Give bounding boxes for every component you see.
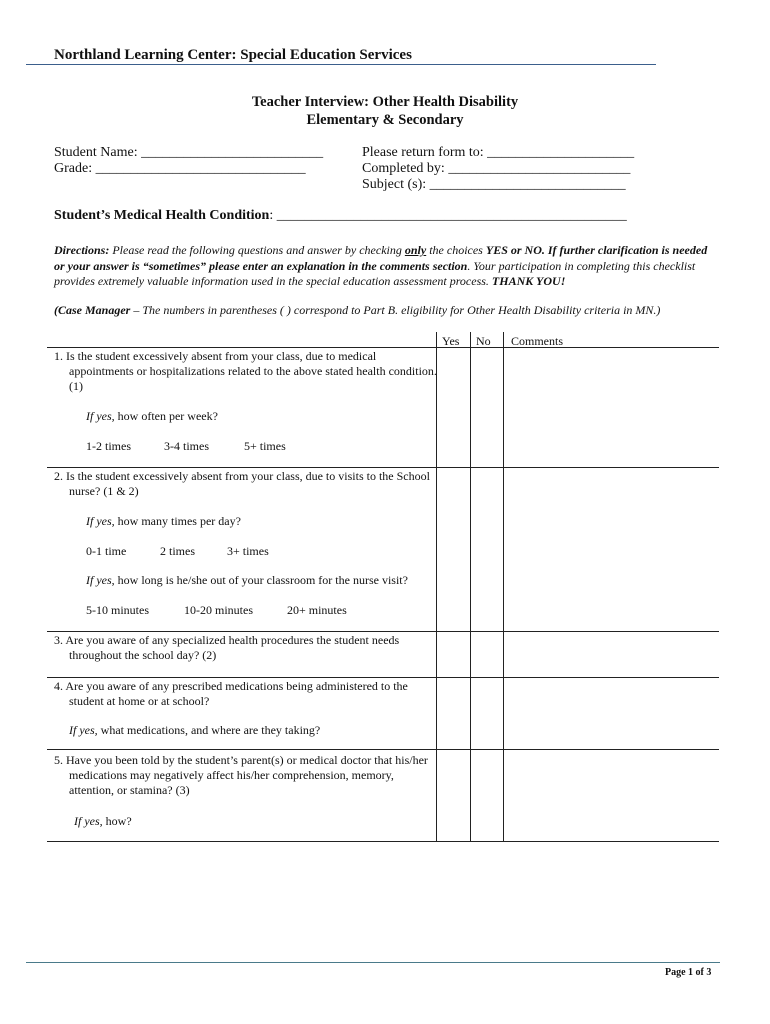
no-column-header: No [476,334,491,348]
footer-rule [26,962,720,963]
followup-text: how many times per day? [114,514,241,528]
medical-condition-field[interactable] [54,208,627,224]
student-name-field[interactable]: Student Name: __________________________ [54,145,324,160]
q2-option-6[interactable]: 20+ minutes [287,603,347,617]
q2-option-2[interactable]: 2 times [160,544,195,558]
question-1-followup [86,409,218,424]
row-rule [47,749,719,750]
directions-text [54,243,719,290]
if-yes-label: If yes, [69,723,98,737]
followup-text: what medications, and where are they taking? [97,723,321,737]
table-bottom-rule [47,841,719,842]
directions-part: Please read the following questions and answer by checking [109,243,405,257]
directions-bold: YES or NO. If further clarification is needed or your answer is “sometimes” please enter an explanation in the comments section [54,243,708,273]
q2-option-3[interactable]: 3+ times [227,544,269,558]
row-rule [47,677,719,678]
question-1: 1. Is the student excessively absent from your class, due to medical appointments or hospitalizations related to the above stated health condition. (1) [54,349,437,393]
case-manager-note [54,303,719,318]
q1-option-2[interactable]: 3-4 times [164,439,209,453]
directions-emphasis: only [404,243,427,257]
grade-field[interactable]: Grade: ______________________________ [54,161,306,176]
q2-option-4[interactable]: 5-10 minutes [86,603,149,617]
question-2-followup-1 [86,514,241,529]
yes-column-header: Yes [442,334,460,348]
question-4: 4. Are you aware of any prescribed medications being administered to the student at home or at school? [54,679,408,708]
table-header-rule [47,347,719,348]
row-rule [47,631,719,632]
subject-field[interactable]: Subject (s): ____________________________ [362,177,626,192]
medical-condition-blank: : __________________________________________________ [269,208,627,223]
case-manager-label: (Case Manager [54,303,131,317]
question-2: 2. Is the student excessively absent from your class, due to visits to the School nurse? (1 & 2) [54,469,430,498]
form-title: Teacher Interview: Other Health Disability [251,94,519,110]
question-5-followup [74,814,132,829]
table-divider-comments [503,332,504,842]
table-divider-no [470,332,471,842]
directions-part: . Your participation in completing this checklist provides extremely valuable information used in the special education assessment process. [54,258,696,288]
followup-text: how? [102,814,132,828]
return-form-field[interactable]: Please return form to: _____________________ [362,145,635,160]
question-2-followup-2 [86,573,408,588]
followup-text: how often per week? [114,409,218,423]
comments-column-header: Comments [511,334,564,348]
directions-part: the choices [426,243,486,257]
medical-condition-label: Student’s Medical Health Condition [54,208,270,223]
question-4-followup [69,723,320,738]
if-yes-label: If yes, [86,409,115,423]
if-yes-label: If yes, [86,514,115,528]
case-manager-text: – The numbers in parentheses ( ) correspond to Part B. eligibility for Other Health Disability criteria in MN.) [130,303,661,317]
completed-by-field[interactable]: Completed by: __________________________ [362,161,631,176]
q1-option-1[interactable]: 1-2 times [86,439,131,453]
if-yes-label: If yes, [74,814,103,828]
thank-you-text: THANK YOU! [491,274,566,288]
header-rule [26,64,656,65]
organization-header: Northland Learning Center: Special Education Services [54,47,412,63]
form-subtitle: Elementary & Secondary [306,112,464,128]
followup-text: , how long is he/she out of your classroom for the nurse visit? [111,573,408,587]
q2-option-1[interactable]: 0-1 time [86,544,127,558]
q2-option-5[interactable]: 10-20 minutes [184,603,253,617]
directions-label: Directions: [54,243,110,257]
question-5: 5. Have you been told by the student’s parent(s) or medical doctor that his/her medications may negatively affect his/her comprehension, memory, attention, or stamina? (3) [54,753,428,797]
row-rule [47,467,719,468]
question-3: 3. Are you aware of any specialized health procedures the student needs throughout the school day? (2) [54,633,400,662]
q1-option-3[interactable]: 5+ times [244,439,286,453]
if-yes-label: If yes [86,573,112,587]
page-number: Page 1 of 3 [665,967,712,978]
